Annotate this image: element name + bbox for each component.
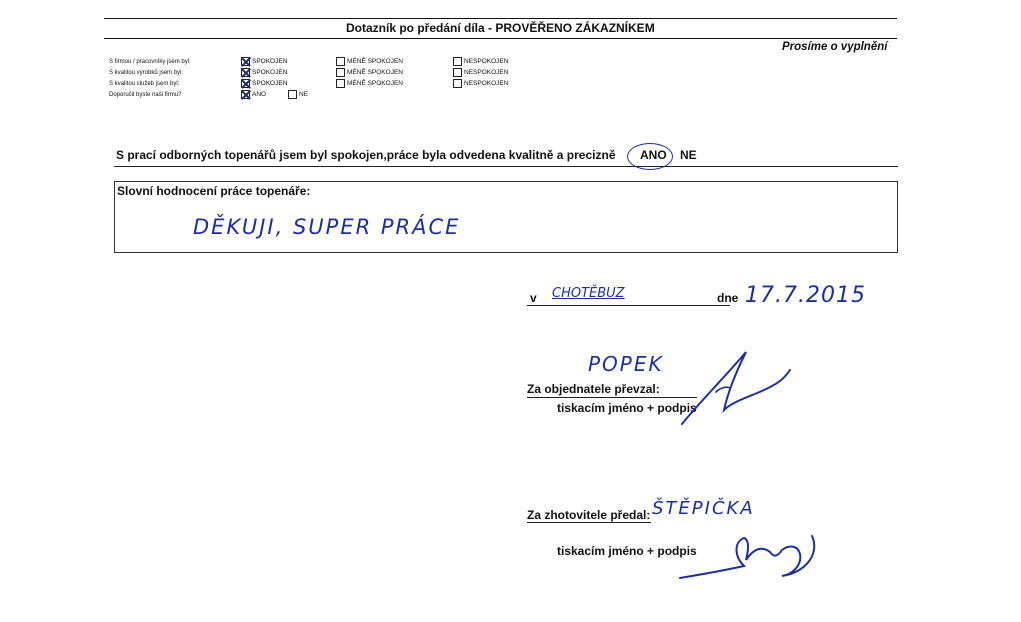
survey-question: Doporučil byste naši firmu?	[109, 92, 182, 98]
option-label: NE	[299, 91, 309, 98]
answer-no[interactable]: NE	[680, 148, 697, 162]
customer-signature	[676, 348, 801, 430]
checkbox[interactable]	[288, 90, 297, 99]
fill-in-request: Prosíme o vyplnění	[782, 41, 888, 53]
option-label: SPOKOJEN	[252, 58, 288, 65]
checkbox[interactable]	[336, 57, 345, 66]
date-handwriting: 17.7.2015	[745, 283, 866, 308]
option-no[interactable]	[288, 90, 308, 99]
contractor-sub-label: tiskacím jméno + podpis	[557, 544, 697, 558]
evaluation-label: Slovní hodnocení práce topenáře:	[117, 184, 311, 198]
option-label: MÉNĚ SPOKOJEN	[347, 69, 403, 76]
checkbox[interactable]	[453, 79, 462, 88]
statement-rule	[114, 166, 898, 167]
checkbox-checked[interactable]	[241, 68, 250, 77]
survey-question: S firmou / pracovníky jsem byl:	[109, 59, 191, 65]
option-less-satisfied[interactable]	[336, 57, 403, 66]
checkbox[interactable]	[336, 68, 345, 77]
option-label: NESPOKOJEN	[464, 58, 509, 65]
option-unsatisfied[interactable]	[453, 57, 508, 66]
checkbox-checked[interactable]	[241, 79, 250, 88]
option-satisfied[interactable]	[241, 57, 287, 66]
option-unsatisfied[interactable]	[453, 68, 508, 77]
checkbox[interactable]	[336, 79, 345, 88]
place-rule	[527, 305, 730, 306]
customer-label: Za objednatele převzal:	[527, 382, 660, 396]
customer-printed-name: POPEK	[588, 352, 664, 376]
option-label: SPOKOJEN	[252, 69, 288, 76]
option-satisfied[interactable]	[241, 68, 287, 77]
checkbox[interactable]	[453, 57, 462, 66]
survey-question: S kvalitou služeb jsem byl:	[109, 81, 180, 87]
contractor-rule	[527, 522, 651, 523]
option-yes[interactable]	[241, 90, 266, 99]
option-unsatisfied[interactable]	[453, 79, 508, 88]
contractor-label: Za zhotovitele předal:	[527, 508, 651, 522]
customer-sub-label: tiskacím jméno + podpis	[557, 401, 697, 415]
form-title: Dotazník po předání díla - PROVĚŘENO ZÁKAZNÍKEM	[346, 21, 655, 35]
survey-question: S kvalitou výrobků jsem byl:	[109, 70, 184, 76]
contractor-signature	[674, 526, 824, 586]
option-label: MÉNĚ SPOKOJEN	[347, 80, 403, 87]
place-handwriting: CHOTĚBUZ	[552, 286, 625, 301]
evaluation-handwriting: DĚKUJI, SUPER PRÁCE	[193, 215, 461, 239]
checkbox-checked[interactable]	[241, 90, 250, 99]
checkbox[interactable]	[453, 68, 462, 77]
checkbox-checked[interactable]	[241, 57, 250, 66]
place-prefix: v	[530, 291, 537, 305]
answer-yes[interactable]: ANO	[640, 148, 667, 162]
satisfaction-statement: S prací odborných topenářů jsem byl spokojen,práce byla odvedena kvalitně a precizně	[116, 148, 616, 162]
option-label: NESPOKOJEN	[464, 69, 509, 76]
title-rule	[104, 38, 897, 39]
option-label: SPOKOJEN	[252, 80, 288, 87]
option-less-satisfied[interactable]	[336, 79, 403, 88]
top-rule	[104, 18, 897, 19]
option-label: NESPOKOJEN	[464, 80, 509, 87]
date-prefix: dne	[717, 291, 739, 305]
option-satisfied[interactable]	[241, 79, 287, 88]
contractor-printed-name: ŠTĚPIČKA	[652, 498, 755, 519]
option-label: ANO	[252, 91, 267, 98]
option-less-satisfied[interactable]	[336, 68, 403, 77]
customer-rule	[527, 397, 697, 398]
option-label: MÉNĚ SPOKOJEN	[347, 58, 403, 65]
